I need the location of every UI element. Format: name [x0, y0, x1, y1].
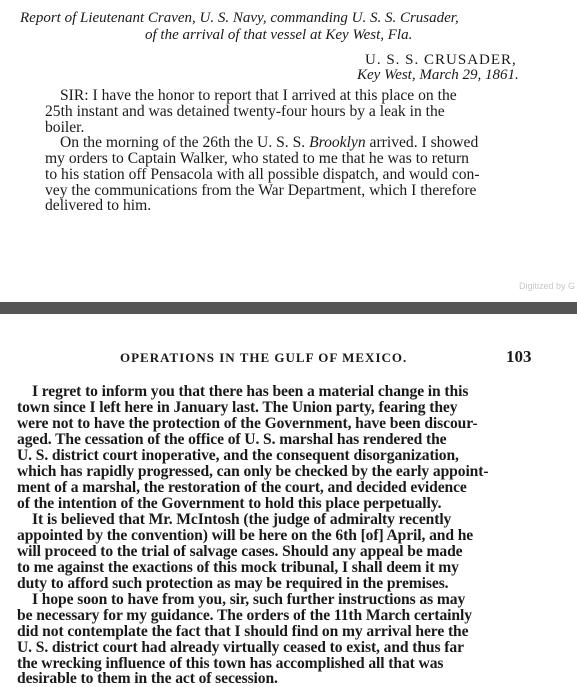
body-line: which has rapidly progressed, can only be checked by the early appoint-	[17, 463, 489, 480]
page-divider	[0, 302, 577, 314]
body-line: to me against the exactions of this mock tribunal, I shall deem it my	[17, 559, 459, 576]
body-line: town since I left here in January last. The Union party, fearing they	[17, 399, 458, 416]
letter-line-text: On the morning of the 26th the U. S. S.	[60, 134, 306, 151]
letter-line-text: I have the honor to report that I arrived at this place on the	[88, 87, 457, 104]
bottom-page	[0, 314, 577, 687]
body-line: did not contemplate the fact that I should find on my arrival here the	[17, 623, 469, 640]
body-line: be necessary for my guidance. The orders of the 11th March certainly	[17, 607, 472, 624]
body-line: duty to afford such protection as may be required in the premises.	[17, 575, 449, 592]
salutation: SIR:	[60, 87, 89, 104]
body-line: of the intention of the Government to hold this place perpetually.	[17, 495, 442, 512]
letter-line: my orders to Captain Walker, who stated to me that he was to return	[45, 150, 469, 167]
letter-line	[60, 135, 478, 151]
body-line: appointed by the convention) will be here on the 6th [of] April, and he	[17, 527, 474, 544]
letter-line: to his station off Pensacola with all possible dispatch, and would con-	[45, 166, 480, 183]
body-line: I regret to inform you that there has been a material change in this	[32, 383, 469, 400]
body-line: ment of a marshal, the restoration of the court, and decided evidence	[17, 479, 467, 496]
ship-brooklyn: Brooklyn	[309, 134, 366, 151]
running-head: OPERATIONS IN THE GULF OF MEXICO.	[120, 350, 408, 365]
heading-line-2: of the arrival of that vessel at Key West, Fla.	[145, 27, 413, 43]
letter-line	[60, 88, 457, 104]
body-line: were not to have the protection of the Government, have been discour-	[17, 415, 478, 432]
body-line: aged. The cessation of the office of U. S. marshal has rendered the	[17, 431, 447, 448]
body-line: U. S. district court had already virtually ceased to exist, and thus far	[17, 639, 464, 656]
body-line: U. S. district court inoperative, and the consequent disorganization,	[17, 447, 459, 464]
letter-line: 25th instant and was detained twenty-four hours by a leak in the	[45, 103, 445, 120]
body-line: desirable to them in the act of secession.	[17, 670, 278, 687]
letter-line: delivered to him.	[45, 197, 152, 214]
ship-name: U. S. S. CRUSADER,	[365, 52, 517, 68]
body-line: will proceed to the trial of salvage cases. Should any appeal be made	[17, 543, 463, 560]
place-date: Key West, March 29, 1861.	[357, 67, 519, 83]
letter-line: vey the communications from the War Department, which I therefore	[45, 182, 477, 199]
body-line: I hope soon to have from you, sir, such further instructions as may	[32, 591, 466, 608]
digitized-watermark: Digitized by G	[518, 281, 575, 291]
page-number: 103	[506, 347, 532, 366]
letter-line: boiler.	[45, 119, 85, 136]
top-page-fragment	[0, 0, 577, 302]
heading-line-1: Report of Lieutenant Craven, U. S. Navy, commanding U. S. S. Crusader,	[20, 10, 459, 26]
body-line: It is believed that Mr. McIntosh (the judge of admiralty recently	[32, 511, 452, 528]
letter-line-text: arrived. I showed	[365, 134, 479, 151]
body-line: the wrecking influence of this town has accomplished all that was	[17, 655, 444, 672]
